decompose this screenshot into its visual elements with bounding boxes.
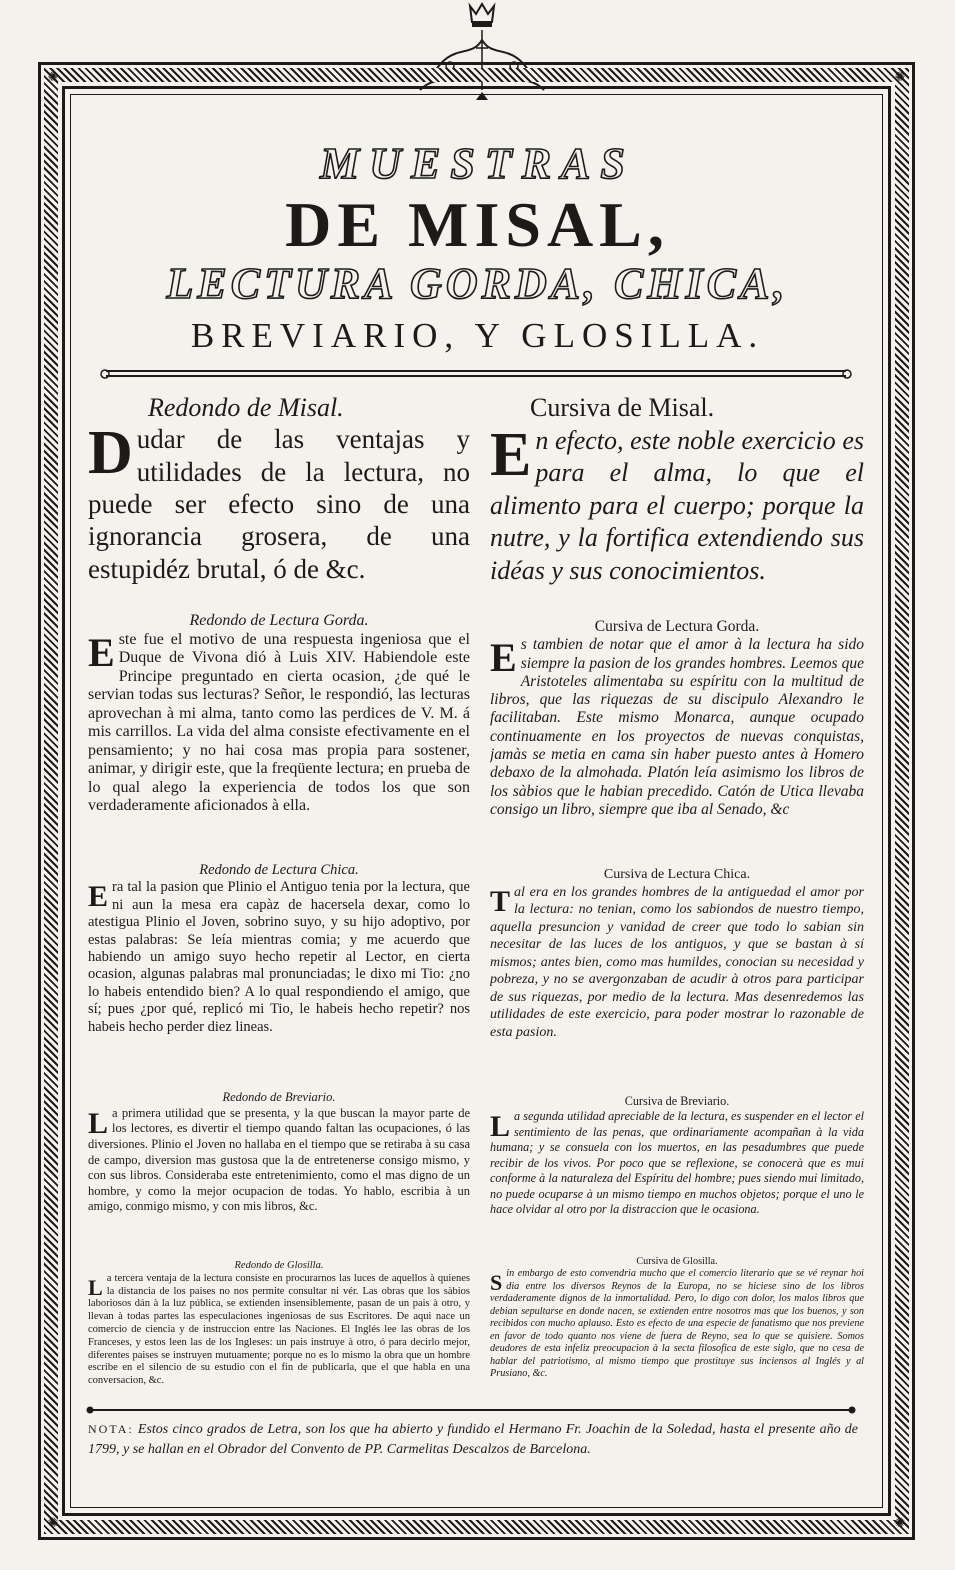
right-column-italic	[490, 392, 864, 1402]
footer-divider-rule	[86, 1405, 856, 1415]
footer-note	[88, 1420, 858, 1461]
drop-cap: E	[490, 420, 532, 489]
section-heading: Redondo de Breviario.	[222, 1090, 336, 1104]
title-lectura: LECTURA GORDA, CHICA,	[166, 259, 789, 308]
section-cursiva-chica	[490, 866, 864, 1041]
section-heading: Cursiva de Lectura Gorda.	[594, 618, 760, 635]
section-heading: Redondo de Misal.	[148, 393, 344, 422]
section-heading: Redondo de Lectura Chica.	[199, 862, 359, 878]
drop-cap: D	[88, 419, 133, 488]
section-body: udar de las ventajas y utilidades de la lectura, no puede ser efecto sino de una ignorancia grosera, de una estupidéz brutal, ó de &c.	[88, 424, 470, 584]
drop-cap: E	[88, 880, 109, 914]
drop-cap: L	[490, 1110, 511, 1144]
section-body: s tambien de notar que el amor à la lectura ha sido siempre la pasion de los grandes hombres. Leemos que Aristoteles alimentaba su espíritu con la multitud de libros, que las riquezas de su discipulo Alexandro le facilitaban. Este mismo Monarca, aunque ocupado continuamente en los proyectos de nuevas conquistas, jamàs se metia en cama sin haber puesto antes à Homero debaxo de la almohada. Platón leía asimismo los libros de los sàbios que le habian precedido. Catón de Utica llevaba consigo un libro, siempre que iba al Senado, &c	[490, 636, 864, 818]
section-heading: Redondo de Glosilla.	[234, 1260, 324, 1271]
section-body: a primera utilidad que se presenta, y la que buscan la mayor parte de los lectores, es divertir el tiempo quando faltan las ocupaciones, ó las diversiones. Plinio el Joven no hallaba en el tiempo que se retiraba à su casa de campo, diversion mas gustosa que la de entretenerse consigo mismo, y con sus libros. Consideraba este entretenimiento, como el mas digno de un hombre, y como la mejor ocupacion de todas. Yo hablo, escribia à un amigo, conmigo mismo, y con mis libros, &c.	[88, 1105, 470, 1214]
section-heading: Cursiva de Misal.	[530, 393, 715, 422]
title-divider-rule	[100, 368, 852, 380]
section-body: a tercera ventaja de la lectura consiste en procurarnos las luces de aquellos à quienes la distancia de los paises no nos permite consultar ni vér. Las obras que los sàbios laboriosos dán à la luz pública, se extienden insensiblemente, pasan de un pais à otro, y llevan à todas partes las especulaciones ingeniosas de sus Escritores. De aqui nace un comercio de ciencia y de instruccion entre las Naciones. El Inglés lee las obras de los Franceses, y estos leen las de los Ingleses: un pais instruye à otro, ó para decirlo mejor, diferentes paises se instruyen mutuamente; porque no es lo mismo la obra que un hombre escribe en el silencio de su estudio con el fin de publicarla, que el que habla en una conversacion, &c.	[88, 1272, 470, 1387]
section-redondo-chica	[88, 862, 470, 1036]
corner-rosette-icon: ✺	[894, 69, 906, 84]
drop-cap: S	[490, 1270, 503, 1296]
section-heading: Cursiva de Glosilla.	[636, 1256, 718, 1267]
section-redondo-misal	[88, 392, 470, 585]
left-column-roman	[88, 392, 470, 1402]
section-heading: Cursiva de Breviario.	[624, 1094, 730, 1108]
corner-rosette-icon: ✺	[894, 1515, 906, 1530]
section-body: ra tal la pasion que Plinio el Antiguo tenia por la lectura, que ni aun la mesa era capàz de hacersela dexar, como lo atestigua Plinio el Joven, sobrino suyo, y su hijo adoptivo, por estas palabras: Se leía mientras comia; y me acuerdo que habiendo un amigo suyo hecho repetir al Lector, en cierta ocasion, algunas palabras mal pronunciadas; le dixo mi Tio: ¿no lo habeis entendido bien? A lo qual respondiendo el amigo, que sí; pues ¿por qué, replicó mi Tio, le habeis hecho repetir? nos habeis hecho perder diez lineas.	[88, 879, 470, 1035]
section-body: al era en los grandes hombres de la antiguedad el amor por la lectura: no tenian, como los sabiondos de nuestro tiempo, aquella presuncion y vanidad de creer que todo lo sabian sin necesitar de las luces de los antiguos, y que se bastan à sí mismos; antes bien, como mas humildes, conocian su necesidad y pobreza, y no se avergonzaban de acudir à otros para participar de sus riquezas, por medio de la lectura. Mas desenredemos las utilidades de este exercicio, para poder mostrar lo razonable de esta pasion.	[490, 884, 864, 1040]
title-breviario: BREVIARIO, Y GLOSILLA.	[190, 316, 765, 355]
title-muestras: MUESTRAS	[320, 139, 635, 188]
section-heading: Redondo de Lectura Gorda.	[189, 612, 369, 629]
section-redondo-glosilla	[88, 1260, 470, 1388]
section-cursiva-gorda	[490, 618, 864, 819]
section-cursiva-glosilla	[490, 1256, 864, 1380]
section-cursiva-misal	[490, 392, 864, 587]
drop-cap: T	[490, 884, 511, 918]
section-redondo-gorda	[88, 612, 470, 816]
section-body: in embargo de esto convendria mucho que el comercio literario que se vé reynar hoi dia entre los diversos Reynos de la Europa, no se hiciese sino de los libros verdaderamente dignos de la inmortalidad. Pero, lo digo con dolor, los malos libros que debian sepultarse en donde nacen, se extienden entre nosotros mas que los buenos, y son recibidos con mucho aplauso. Esto es efecto de una especie de fanatismo que nos previene en favor de todo quanto nos viene de fuera de Reyno, sea lo que se quisiere. Somos deudores de esta infeliz preocupacion à la secta filosofica de este siglo, que no cesa de hablar del patriotismo, al mismo tiempo que prostituye sus inciensos al Inglés y al Prusiano, &c.	[490, 1268, 864, 1379]
drop-cap: L	[88, 1274, 103, 1300]
note-label: NOTA:	[88, 1422, 134, 1436]
section-redondo-breviario	[88, 1090, 470, 1215]
section-body: a segunda utilidad apreciable de la lectura, es suspender en el lector el sentimiento de las penas, que ordinariamente acompañan à la vida humana; y se consuela con los muertos, en las pesadumbres que puede recibir de los vivos. Por poco que se reflexione, se conocerà que es mui conforme à la naturaleza del Espíritu del hombre; pues siendo mui limitado, no puede ocuparse à un mismo tiempo en muchos objetos; porque el uno le hace olvidar al otro por la distraccion que le ocasiona.	[490, 1109, 864, 1217]
title-de-misal: DE MISAL,	[285, 189, 670, 260]
section-body: n efecto, este noble exercicio es para el alma, lo que el alimento para el cuerpo; porque la nutre, y la fortifica extendiendo sus idéas y sus conocimientos.	[490, 425, 864, 585]
drop-cap: L	[88, 1106, 109, 1140]
section-body: ste fue el motivo de una respuesta ingeniosa que el Duque de Vivona dió à Luis XIV. Habiendole este Principe preguntado en cierta ocasion, ¿de qué le servian todas sus lecturas? Señor, le respondió, las lecturas aprovechan à mi alma, tanto como las perdices de V. M. á mis carrillos. La vida del alma consiste efectivamente en el pensamiento; y no hai cosa mas propia para sostener, animar, y dirigir este, que la freqüente lectura; en prueba de lo qual alego la experiencia de todos los que son verdaderamente aficionados à ella.	[88, 630, 470, 815]
section-cursiva-breviario	[490, 1094, 864, 1218]
drop-cap: E	[88, 629, 115, 675]
corner-rosette-icon: ✺	[47, 69, 59, 84]
note-text: Estos cinco grados de Letra, son los que ha abierto y fundido el Hermano Fr. Joachin de la Soledad, hasta el presente año de 1799, y se hallan en el Obrador del Convento de PP. Carmelitas Descalzos de Barcelona.	[88, 1422, 859, 1458]
corner-rosette-icon: ✺	[47, 1515, 59, 1530]
drop-cap: E	[490, 635, 517, 681]
section-heading: Cursiva de Lectura Chica.	[603, 867, 751, 882]
